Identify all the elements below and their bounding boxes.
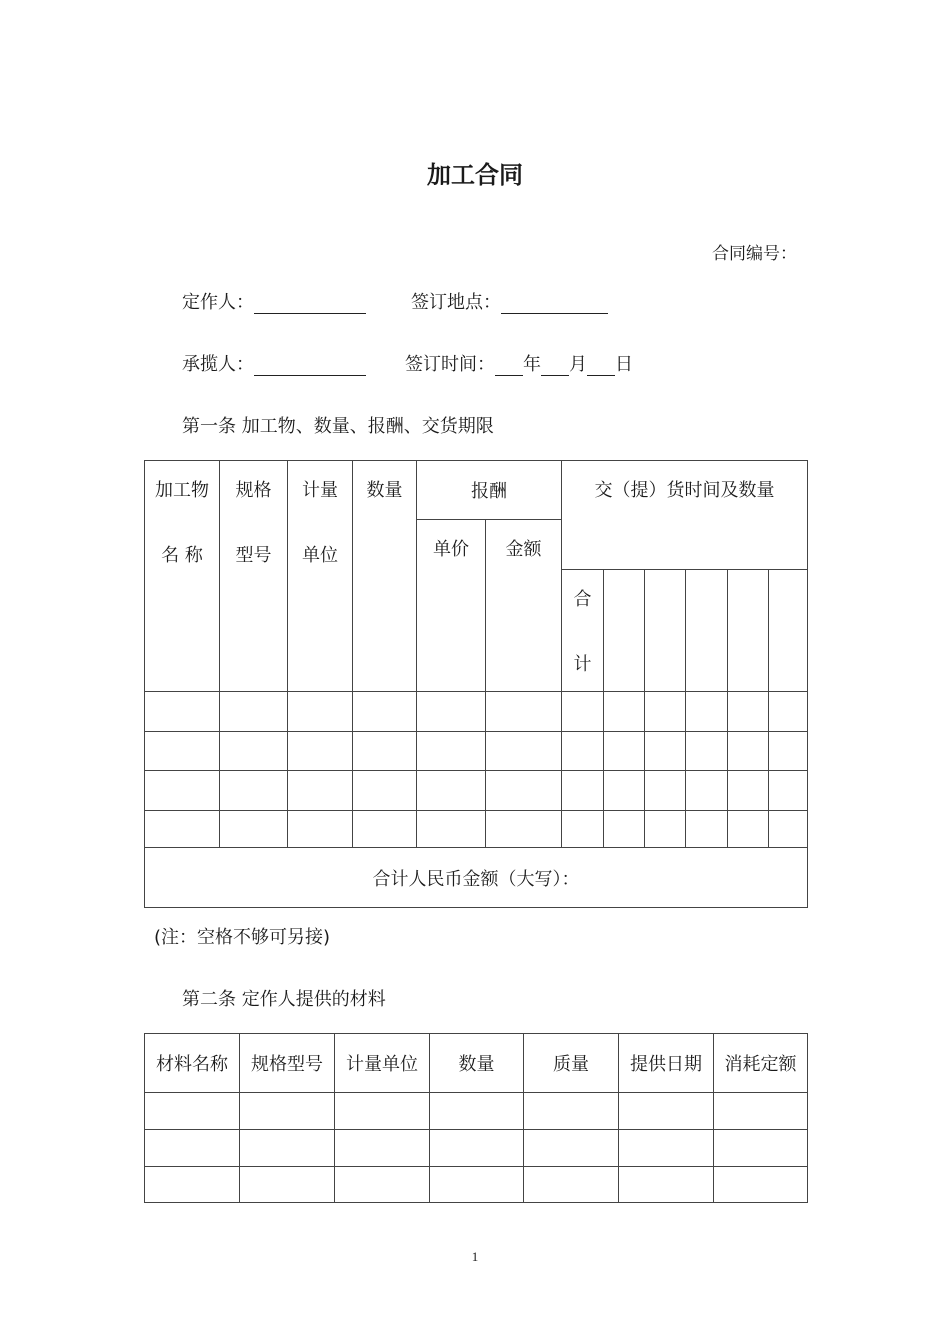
sign-place-field — [411, 288, 608, 314]
header-material-unit: 计量单位 — [335, 1034, 430, 1093]
contractor-field — [182, 350, 366, 376]
document-title: 加工合同 — [427, 161, 523, 189]
orderer-field — [182, 288, 366, 314]
orderer-blank[interactable] — [254, 295, 366, 314]
table-row — [145, 1167, 808, 1203]
header-material-quantity: 数量 — [430, 1034, 524, 1093]
header-material-spec: 规格型号 — [240, 1034, 335, 1093]
header-material-consumption: 消耗定额 — [714, 1034, 808, 1093]
processing-table — [144, 460, 808, 908]
header-unit: 计量 单位 — [288, 461, 353, 692]
delivery-col-1[interactable] — [604, 570, 645, 692]
month-blank[interactable] — [541, 357, 569, 376]
header-payment: 报酬 — [417, 461, 562, 520]
orderer-label: 定作人： — [182, 292, 254, 313]
table-row — [145, 811, 808, 848]
year-label: 年 — [523, 354, 541, 375]
header-material-date: 提供日期 — [619, 1034, 714, 1093]
header-material-quality: 质量 — [524, 1034, 619, 1093]
materials-table — [144, 1033, 808, 1203]
table-row — [145, 771, 808, 811]
contractor-label: 承揽人： — [182, 354, 254, 375]
header-total: 合 计 — [562, 570, 604, 692]
sign-place-label: 签订地点： — [411, 292, 501, 313]
header-spec: 规格 型号 — [220, 461, 288, 692]
table-row — [145, 1093, 808, 1130]
month-label: 月 — [569, 354, 587, 375]
header-unit-price: 单价 — [417, 520, 486, 692]
day-label: 日 — [615, 354, 633, 375]
delivery-col-2[interactable] — [645, 570, 686, 692]
contract-number-label: 合同编号： — [712, 244, 797, 264]
section2-heading: 第二条 定作人提供的材料 — [182, 989, 386, 1010]
delivery-col-3[interactable] — [686, 570, 728, 692]
table-row — [145, 692, 808, 732]
table-row — [145, 732, 808, 771]
sign-time-field — [405, 350, 633, 376]
contractor-blank[interactable] — [254, 357, 366, 376]
delivery-col-4[interactable] — [728, 570, 769, 692]
header-amount: 金额 — [486, 520, 562, 692]
header-quantity: 数量 — [353, 461, 417, 692]
total-amount-row[interactable]: 合计人民币金额（大写）： — [145, 848, 808, 908]
day-blank[interactable] — [587, 357, 615, 376]
table-row — [145, 1130, 808, 1167]
header-material-name: 材料名称 — [145, 1034, 240, 1093]
table-note: (注：空格不够可另接) — [154, 927, 331, 948]
section1-heading: 第一条 加工物、数量、报酬、交货期限 — [182, 416, 494, 437]
header-delivery: 交（提）货时间及数量 — [562, 461, 808, 570]
page-number: 1 — [471, 1249, 479, 1264]
delivery-col-5[interactable] — [769, 570, 808, 692]
year-blank[interactable] — [495, 357, 523, 376]
header-item-name: 加工物 名 称 — [145, 461, 220, 692]
sign-place-blank[interactable] — [501, 295, 608, 314]
sign-time-label: 签订时间： — [405, 354, 495, 375]
